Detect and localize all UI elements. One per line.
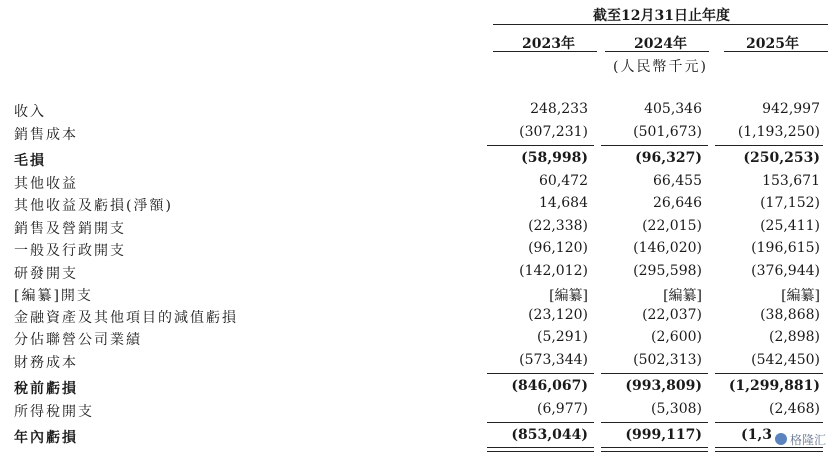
value-2023: (58,998)	[521, 150, 588, 166]
total-double-rule	[601, 447, 708, 452]
row-label: 金融資產及其他項目的減值虧損	[14, 310, 238, 326]
table-row	[0, 427, 830, 449]
period-header: 截至12月31日止年度	[593, 8, 730, 24]
subtotal-rule	[715, 373, 823, 374]
table-row	[0, 329, 830, 351]
subtotal-rule	[487, 145, 594, 146]
unit-label: (人民幣千元)	[613, 59, 708, 75]
value-2023: (22,338)	[528, 218, 588, 234]
table-row	[0, 263, 830, 285]
value-2025: (25,411)	[760, 218, 820, 234]
row-label: 收入	[14, 104, 46, 120]
year-underline-2024	[605, 51, 709, 52]
value-2025: (2,468)	[768, 401, 820, 417]
value-2025: (1,3	[741, 427, 772, 443]
value-2023: (5,291)	[536, 329, 588, 345]
value-2024: [編纂]	[663, 288, 702, 304]
subtotal-rule	[601, 145, 708, 146]
subtotal-rule	[715, 145, 823, 146]
table-row	[0, 401, 830, 423]
value-2023: 248,233	[530, 101, 588, 117]
value-2023: (142,012)	[519, 263, 588, 279]
table-row	[0, 378, 830, 400]
row-label: 銷售及營銷開支	[14, 221, 126, 237]
value-2024: (999,117)	[625, 427, 702, 443]
value-2023: 60,472	[539, 173, 588, 189]
table-row	[0, 307, 830, 329]
value-2023: (6,977)	[536, 401, 588, 417]
year-underline-2023	[493, 51, 597, 52]
period-underline	[493, 24, 828, 25]
row-label: 其他收益及虧損(淨額)	[14, 198, 173, 214]
row-label: 其他收益	[14, 176, 78, 192]
table-row	[0, 150, 830, 172]
value-2024: (22,037)	[642, 307, 702, 323]
year-header-2023: 2023年	[522, 36, 575, 52]
value-2023: (23,120)	[528, 307, 588, 323]
value-2025: (17,152)	[760, 195, 820, 211]
value-2023: (573,344)	[519, 352, 588, 368]
value-2024: (96,327)	[635, 150, 702, 166]
value-2025: (1,299,881)	[728, 378, 820, 394]
table-row	[0, 195, 830, 217]
table-row	[0, 240, 830, 262]
value-2025: [編纂]	[781, 288, 820, 304]
table-row	[0, 285, 830, 307]
value-2024: 26,646	[653, 195, 702, 211]
row-label: 財務成本	[14, 355, 78, 371]
value-2023: [編纂]	[549, 288, 588, 304]
subtotal-rule	[715, 422, 823, 423]
value-2023: 14,684	[539, 195, 588, 211]
value-2024: (993,809)	[625, 378, 702, 394]
value-2024: (146,020)	[633, 240, 702, 256]
watermark-text: 格隆汇	[790, 432, 827, 447]
value-2025: (250,253)	[743, 150, 820, 166]
table-row	[0, 218, 830, 240]
row-label: [編纂]開支	[14, 288, 93, 304]
table-row	[0, 352, 830, 374]
value-2024: (5,308)	[650, 401, 702, 417]
value-2025: (2,898)	[768, 329, 820, 345]
value-2024: 405,346	[644, 101, 702, 117]
row-label: 所得稅開支	[14, 404, 94, 420]
total-double-rule	[487, 447, 594, 452]
row-label: 分佔聯營公司業績	[14, 332, 142, 348]
value-2024: (502,313)	[633, 352, 702, 368]
row-label: 稅前虧損	[14, 381, 78, 397]
value-2025: (542,450)	[751, 352, 820, 368]
table-row	[0, 124, 830, 146]
value-2024: (295,598)	[633, 263, 702, 279]
subtotal-rule	[487, 373, 594, 374]
row-label: 銷售成本	[14, 127, 78, 143]
row-label: 毛損	[14, 153, 46, 169]
row-label: 研發開支	[14, 266, 78, 282]
row-label: 一般及行政開支	[14, 243, 126, 259]
value-2024: (501,673)	[633, 124, 702, 140]
value-2025: (38,868)	[760, 307, 820, 323]
value-2025: 153,671	[762, 173, 820, 189]
row-label: 年內虧損	[14, 430, 78, 446]
value-2025: (376,944)	[751, 263, 820, 279]
subtotal-rule	[601, 422, 708, 423]
value-2023: (846,067)	[511, 378, 588, 394]
value-2025: (196,615)	[751, 240, 820, 256]
year-header-2024: 2024年	[634, 36, 687, 52]
value-2023: (96,120)	[528, 240, 588, 256]
subtotal-rule	[601, 373, 708, 374]
watermark-logo-icon	[775, 433, 787, 445]
value-2023: (853,044)	[511, 427, 588, 443]
value-2024: (22,015)	[642, 218, 702, 234]
value-2024: (2,600)	[650, 329, 702, 345]
year-header-2025: 2025年	[746, 36, 799, 52]
year-underline-2025	[724, 51, 828, 52]
value-2025: (1,193,250)	[737, 124, 820, 140]
table-row	[0, 101, 830, 123]
value-2024: 66,455	[653, 173, 702, 189]
watermark	[775, 428, 830, 450]
subtotal-rule	[487, 422, 594, 423]
value-2025: 942,997	[762, 101, 820, 117]
table-row	[0, 173, 830, 195]
value-2023: (307,231)	[519, 124, 588, 140]
